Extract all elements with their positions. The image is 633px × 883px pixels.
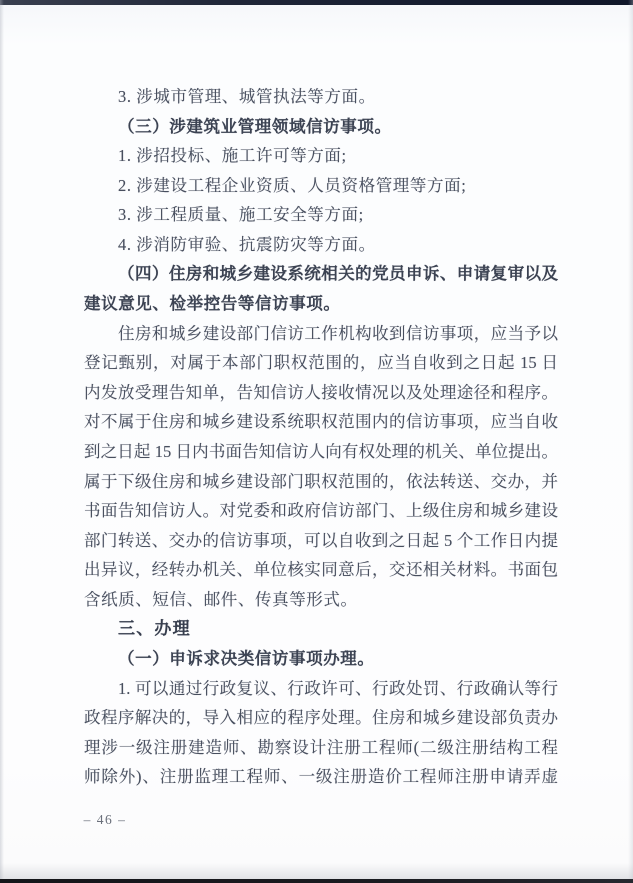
text-line: 内发放受理告知单，告知信访人接收情况以及处理途径和程序。: [84, 382, 558, 402]
text-line: 理涉一级注册建造师、勘察设计注册工程师(二级注册结构工程: [84, 737, 558, 757]
text-line: 对不属于住房和城乡建设系统职权范围内的信访事项，应当自收: [84, 412, 558, 432]
page-number: – 46 –: [83, 812, 127, 827]
text-line: 住房和城乡建设部门信访工作机构收到信访事项，应当予以: [118, 323, 558, 343]
heading-line: （三）涉建筑业管理领域信访事项。: [118, 116, 392, 136]
heading-line: 三、办理: [118, 619, 191, 639]
text-line: 1. 涉招投标、施工许可等方面;: [118, 146, 347, 166]
text-line: 登记甄别，对属于本部门职权范围的，应当自收到之日起 15 日: [84, 353, 558, 373]
text-line: 师除外)、注册监理工程师、一级注册造价工程师注册申请弄虚: [84, 767, 558, 787]
text-line: 含纸质、短信、邮件、传真等形式。: [84, 589, 358, 609]
text-line: 部门转送、交办的信访事项，可以自收到之日起 5 个工作日内提: [84, 530, 558, 550]
text-line: 到之日起 15 日内书面告知信访人向有权处理的机关、单位提出。: [84, 441, 558, 461]
text-line: 3. 涉工程质量、施工安全等方面;: [118, 205, 364, 225]
text-line: 2. 涉建设工程企业资质、人员资格管理等方面;: [118, 175, 467, 195]
scan-right-shadow: [628, 0, 633, 883]
scan-left-shadow: [0, 0, 4, 883]
document-body-text: [84, 82, 558, 792]
heading-line: （四）住房和城乡建设系统相关的党员申诉、申请复审以及: [118, 264, 558, 284]
heading-line: （一）申诉求决类信访事项办理。: [118, 648, 375, 668]
text-line: 书面告知信访人。对党委和政府信访部门、上级住房和城乡建设: [84, 501, 558, 521]
text-line: 4. 涉消防审验、抗震防灾等方面。: [118, 234, 376, 254]
text-line: 3. 涉城市管理、城管执法等方面。: [118, 87, 376, 106]
text-line: 1. 可以通过行政复议、行政许可、行政处罚、行政确认等行: [118, 678, 558, 698]
heading-line: 建议意见、检举控告等信访事项。: [84, 294, 341, 314]
scan-bottom-shadow: [0, 863, 633, 879]
text-line: 政程序解决的，导入相应的程序处理。住房和城乡建设部负责办: [84, 708, 558, 728]
scan-top-edge: [0, 0, 633, 5]
scan-bottom-edge: [0, 879, 633, 883]
text-line: 出异议，经转办机关、单位核实同意后，交还相关材料。书面包: [84, 560, 558, 580]
text-line: 属于下级住房和城乡建设部门职权范围的，依法转送、交办，并: [84, 471, 558, 491]
